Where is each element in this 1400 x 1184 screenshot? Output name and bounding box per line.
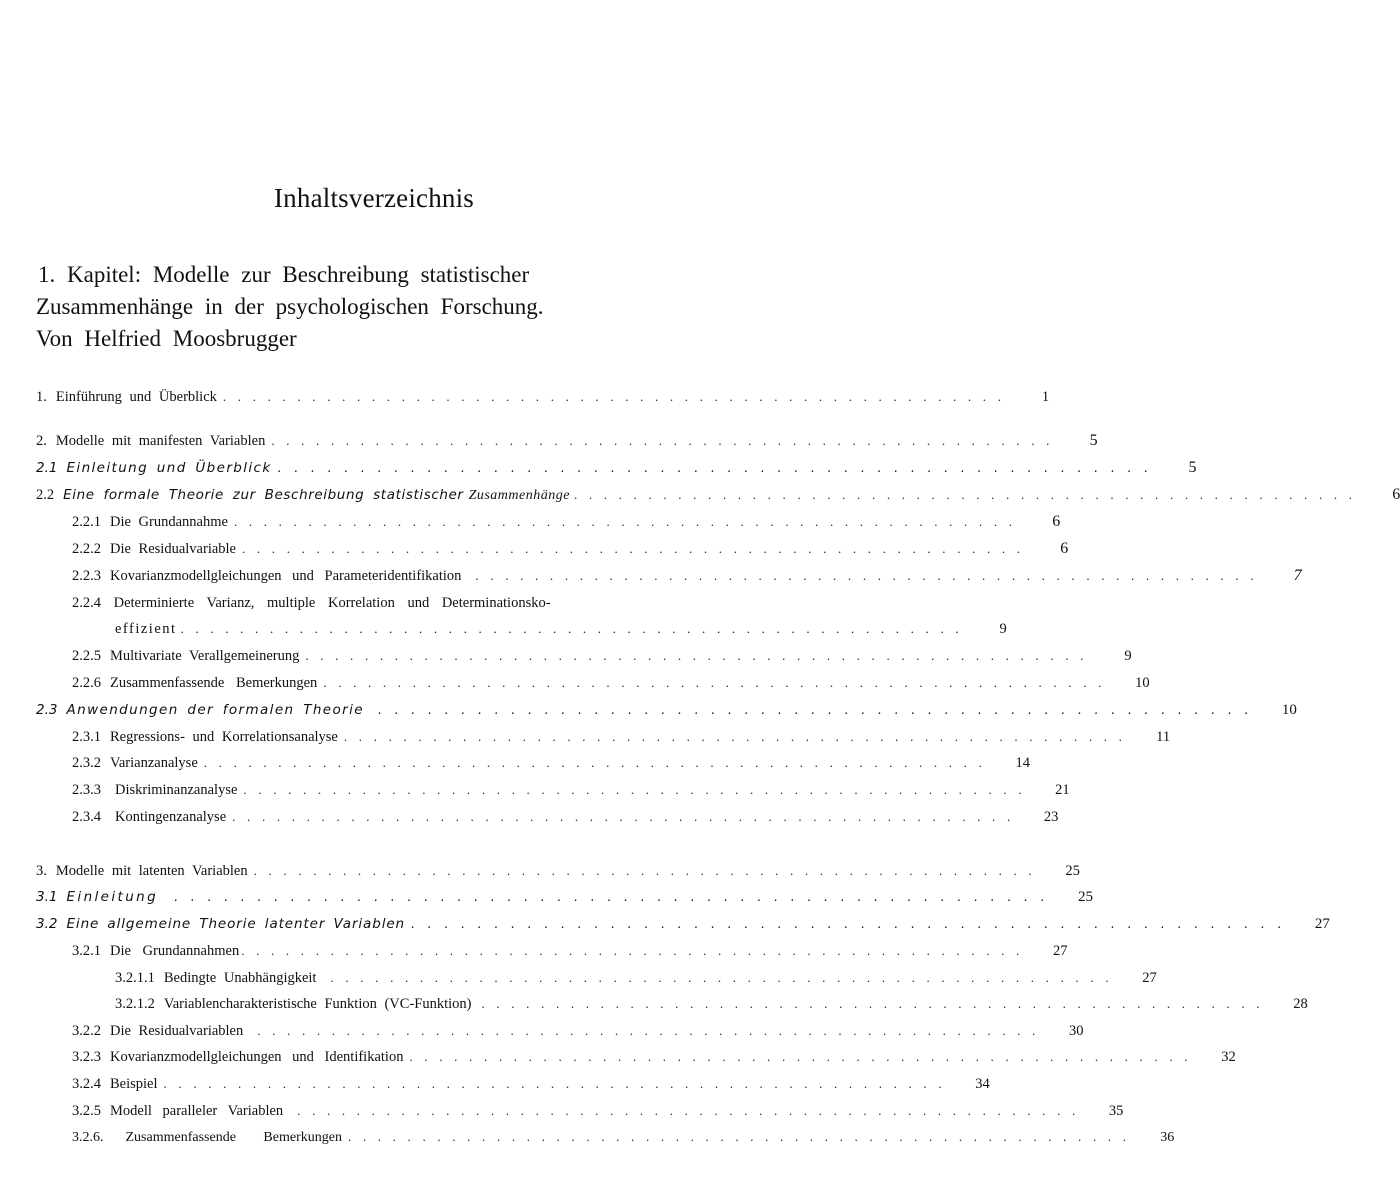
toc-entry-number: 3.2.6. xyxy=(72,1130,104,1145)
toc-leader-dots: . . . . . . . . . . . . . . . . . . . . . . . . . . . . . . . . . . . . . . . . . . . . . . . . . . . . . xyxy=(330,970,1113,985)
toc-leader-dots: . . . . . . . . . . . . . . . . . . . . . . . . . . . . . . . . . . . . . . . . . . . . . . . . . . . . . xyxy=(411,917,1286,932)
toc-entry-label: Einleitung xyxy=(66,889,159,905)
toc-entry-number: 3. xyxy=(36,863,47,879)
toc-entry-number: 3.2.1.1 xyxy=(115,970,155,986)
chapter-heading-line-3: Von Helfried Moosbrugger xyxy=(36,326,297,351)
toc-entry-number: 3.2 xyxy=(36,916,58,932)
toc-entry-number: 2.3.2 xyxy=(72,755,101,771)
toc-entry-page: 36 xyxy=(1160,1130,1175,1145)
toc-entry-page: 30 xyxy=(1069,1023,1084,1039)
toc-entry-page: 21 xyxy=(1055,782,1070,798)
toc-entry-page: 6 xyxy=(1060,540,1069,557)
toc-entry-label-continued: effizient xyxy=(115,621,177,637)
toc-leader-dots: . . . . . . . . . . . . . . . . . . . . . . . . . . . . . . . . . . . . . . . . . . . . . . . . . . . . . xyxy=(573,487,1357,502)
toc-leader-dots: . . . . . . . . . . . . . . . . . . . . . . . . . . . . . . . . . . . . . . . . . . . . . . . . . . . . . xyxy=(305,648,1088,663)
toc-entry-number: 2.2.2 xyxy=(72,541,101,557)
toc-entry xyxy=(36,699,1297,721)
toc-entry xyxy=(115,993,1308,1015)
toc-entry-page: 28 xyxy=(1293,996,1308,1012)
toc-entry xyxy=(72,538,1069,560)
toc-entry-page: 14 xyxy=(1015,755,1031,771)
toc-entry-page: 6 xyxy=(1052,513,1061,530)
toc-entry-number: 2.3.1 xyxy=(72,729,101,745)
page-title: Inhaltsverzeichnis xyxy=(273,183,475,213)
toc-entry-label-text: Determinierte Varianz, multiple Korrelation und Determinationsko- xyxy=(113,595,551,611)
toc-entry xyxy=(115,967,1157,989)
toc-entry-number: 2.2.3 xyxy=(72,568,101,584)
toc-entry-page: 27 xyxy=(1142,970,1157,986)
toc-entry xyxy=(36,457,1197,479)
toc-entry-page: 5 xyxy=(1188,459,1197,476)
toc-entry-label: Varianzanalyse xyxy=(110,755,198,771)
toc-entry-label: Variablencharakteristische Funktion (VC-Funktion) xyxy=(163,996,472,1012)
toc-entry-number: 2.3.4 xyxy=(72,809,101,825)
toc-leader-dots: . . . . . . . . . . . . . . . . . . . . . . . . . . . . . . . . . . . . . . . . . . . . . . . . . . . . . xyxy=(241,943,1024,958)
toc-entry-number: 3.2.2 xyxy=(72,1023,101,1039)
toc-entry-number: 2.2 xyxy=(36,487,55,503)
toc-entry-number: 2.2.6 xyxy=(72,675,101,691)
toc-leader-dots: . . . . . . . . . . . . . . . . . . . . . . . . . . . . . . . . . . . . . . . . . . . . . . . . . . . . . xyxy=(277,461,1153,476)
toc-entry-number: 3.2.3 xyxy=(72,1049,101,1065)
toc-entry-label: Bedingte Unabhängigkeit xyxy=(163,970,317,986)
toc-entry-number: 2.3.3 xyxy=(72,782,101,798)
toc-entry xyxy=(72,806,1059,828)
toc-entry-page: 5 xyxy=(1089,432,1098,449)
toc-entry-label: Anwendungen der formalen Theorie xyxy=(66,702,364,718)
toc-leader-dots: . . . . . . . . . . . . . . . . . . . . . . . . . . . . . . . . . . . . . . . . . . . . . . . . . . . . . xyxy=(409,1049,1192,1064)
toc-entry-number: 2.3 xyxy=(36,702,58,718)
toc-leader-dots: . . . . . . . . . . . . . . . . . . . . . . . . . . . . . . . . . . . . . . . . . . . . . . . . . . . . . xyxy=(343,729,1127,744)
toc-leader-dots: . . . . . . . . . . . . . . . . . . . . . . . . . . . . . . . . . . . . . . . . . . . . . . . . . . . . . xyxy=(297,1103,1080,1118)
toc-entry-label: Multivariate Verallgemeinerung xyxy=(110,648,300,664)
toc-entry-label: Eine allgemeine Theorie latenter Variablen xyxy=(66,916,406,932)
toc-entry-page: 1 xyxy=(1041,389,1050,405)
toc-entry xyxy=(72,1126,1175,1148)
toc-entry-number: 2.1 xyxy=(36,460,58,476)
toc-entry-label: Eine formale Theorie zur Beschreibung statistischer xyxy=(63,487,464,503)
toc-entry-label-tail: Zusammenhänge xyxy=(468,488,570,503)
toc-entry-label: Die Grundannahmen xyxy=(110,943,240,959)
toc-leader-dots: . . . . . . . . . . . . . . . . . . . . . . . . . . . . . . . . . . . . . . . . . . . . . . . . . . . . . xyxy=(243,782,1026,797)
toc-entry xyxy=(72,645,1132,667)
toc-entry-number: 3.2.4 xyxy=(72,1076,101,1092)
toc-leader-dots: . . . . . . . . . . . . . . . . . . . . . . . . . . . . . . . . . . . . . . . . . . . . . . . . . . . . . xyxy=(174,890,1050,905)
toc-entry-label: Die Residualvariablen xyxy=(110,1023,244,1039)
toc-entry-label: Die Grundannahme xyxy=(110,514,228,530)
toc-entry xyxy=(72,565,1302,587)
chapter-heading-line-1: 1. Kapitel: Modelle zur Beschreibung statistischer xyxy=(38,262,530,287)
toc-entry xyxy=(72,779,1070,801)
toc-entry xyxy=(72,726,1171,748)
toc-entry-page: 27 xyxy=(1052,943,1068,959)
toc-entry xyxy=(36,430,1098,452)
toc-entry-number: 2.2.5 xyxy=(72,648,101,664)
toc-entry-number: 3.2.1 xyxy=(72,943,101,959)
toc-leader-dots: . . . . . . . . . . . . . . . . . . . . . . . . . . . . . . . . . . . . . . . . . . . . . . . . . . . . . xyxy=(481,996,1264,1011)
toc-leader-dots: . . . . . . . . . . . . . . . . . . . . . . . . . . . . . . . . . . . . . . . . . . . . . . . . . . . . . xyxy=(253,863,1036,878)
toc-leader-dots: . . . . . . . . . . . . . . . . . . . . . . . . . . . . . . . . . . . . . . . . . . . . . . . . . . . . . xyxy=(222,389,1006,404)
toc-leader-dots: . . . . . . . . . . . . . . . . . . . . . . . . . . . . . . . . . . . . . . . . . . . . . . . . . . . . . xyxy=(232,809,1015,824)
toc-entry-label: Zusammenfassende Bemerkungen xyxy=(110,675,318,691)
toc-entry-label: Einleitung und Überblick xyxy=(66,460,272,476)
toc-entry xyxy=(72,592,672,614)
toc-entry-label: Regressions- und Korrelationsanalyse xyxy=(110,729,338,745)
toc-entry xyxy=(72,1020,1084,1042)
toc-leader-dots: . . . . . . . . . . . . . . . . . . . . . . . . . . . . . . . . . . . . . . . . . . . . . . . . . . . . . xyxy=(475,568,1258,583)
toc-entry-page: 23 xyxy=(1043,809,1059,825)
toc-entry-number: 3.2.1.2 xyxy=(115,996,155,1012)
toc-entry-label: Modelle mit latenten Variablen xyxy=(55,863,248,879)
toc-entry-label: Einführung und Überblick xyxy=(55,389,217,405)
toc-entry-page: 6 xyxy=(1392,486,1400,503)
toc-entry-label: Kovarianzmodellgleichungen und Identifikation xyxy=(110,1049,404,1065)
toc-entry-page: 10 xyxy=(1135,675,1150,691)
toc-entry-label: Kontingenzanalyse xyxy=(115,809,227,825)
toc-entry-label: Zusammenfassende Bemerkungen xyxy=(125,1130,342,1145)
toc-entry xyxy=(72,1100,1124,1122)
toc-entry-page: 25 xyxy=(1078,889,1094,905)
toc-leader-dots: . . . . . . . . . . . . . . . . . . . . . . . . . . . . . . . . . . . . . . . . . . . . . . . . . . . . . xyxy=(271,433,1054,448)
toc-entry-label: Die Residualvariable xyxy=(110,541,236,557)
toc-entry-page: 11 xyxy=(1156,729,1171,745)
toc-leader-dots: . . . . . . . . . . . . . . . . . . . . . . . . . . . . . . . . . . . . . . . . . . . . . . . . . . . . . xyxy=(323,675,1106,690)
toc-entry-page: 35 xyxy=(1108,1103,1124,1119)
toc-entry xyxy=(36,913,1330,935)
toc-entry xyxy=(72,940,1068,962)
toc-entry xyxy=(36,860,1080,882)
toc-entry-label: Modell paralleler Variablen xyxy=(110,1103,284,1119)
toc-entry-label: Kovarianzmodellgleichungen und Parameteridentifikation xyxy=(110,568,462,584)
toc-entry-label: Diskriminanzanalyse xyxy=(115,782,238,798)
toc-entry-continuation xyxy=(115,618,1007,640)
toc-entry-label xyxy=(72,592,551,614)
toc-entry-label: Modelle mit manifesten Variablen xyxy=(55,433,266,449)
toc-entry-page: 10 xyxy=(1281,702,1297,718)
toc-entry-number: 3.1 xyxy=(36,889,58,905)
toc-entry-number: 2.2.4 xyxy=(72,595,101,611)
toc-entry-number: 3.2.5 xyxy=(72,1103,101,1119)
chapter-heading-line-2: Zusammenhänge in der psychologischen Forschung. xyxy=(36,294,544,319)
toc-entry xyxy=(36,886,1094,908)
toc-entry xyxy=(36,484,1400,506)
toc-entry-page: 9 xyxy=(1124,648,1132,664)
toc-entry-page: 27 xyxy=(1314,916,1330,932)
toc-entry xyxy=(72,511,1061,533)
toc-leader-dots: . . . . . . . . . . . . . . . . . . . . . . . . . . . . . . . . . . . . . . . . . . . . . . . . . . . . . xyxy=(203,755,987,770)
toc-entry xyxy=(72,1073,990,1095)
toc-entry xyxy=(72,1046,1236,1068)
toc-leader-dots: . . . . . . . . . . . . . . . . . . . . . . . . . . . . . . . . . . . . . . . . . . . . . . . . . . . . . xyxy=(257,1023,1040,1038)
toc-entry-page: 7 xyxy=(1293,567,1302,584)
toc-entry xyxy=(72,752,1031,774)
toc-entry-page: 34 xyxy=(975,1076,990,1092)
toc-leader-dots: . . . . . . . . . . . . . . . . . . . . . . . . . . . . . . . . . . . . . . . . . . . . . . . . . . . . . xyxy=(163,1076,946,1091)
toc-entry-page: 25 xyxy=(1065,863,1080,879)
toc-entry-number: 2. xyxy=(36,433,47,449)
toc-entry-page: 32 xyxy=(1221,1049,1236,1065)
toc-entry-number: 1. xyxy=(36,389,47,405)
toc-entry-number: 2.2.1 xyxy=(72,514,101,530)
toc-leader-dots: . . . . . . . . . . . . . . . . . . . . . . . . . . . . . . . . . . . . . . . . . . . . . . . . . . . . . xyxy=(233,514,1017,529)
toc-entry xyxy=(72,672,1150,694)
toc-entry xyxy=(36,386,1050,408)
toc-leader-dots: . . . . . . . . . . . . . . . . . . . . . . . . . . . . . . . . . . . . . . . . . . . . . . . . . . . . . xyxy=(180,621,963,636)
toc-entry-label: Beispiel xyxy=(110,1076,158,1092)
toc-leader-dots: . . . . . . . . . . . . . . . . . . . . . . . . . . . . . . . . . . . . . . . . . . . . . . . . . . . . . xyxy=(347,1129,1131,1144)
toc-entry-page: 9 xyxy=(999,621,1007,637)
toc-leader-dots: . . . . . . . . . . . . . . . . . . . . . . . . . . . . . . . . . . . . . . . . . . . . . . . . . . . . . xyxy=(242,541,1025,556)
toc-leader-dots: . . . . . . . . . . . . . . . . . . . . . . . . . . . . . . . . . . . . . . . . . . . . . . . . . . . . . xyxy=(377,703,1253,718)
